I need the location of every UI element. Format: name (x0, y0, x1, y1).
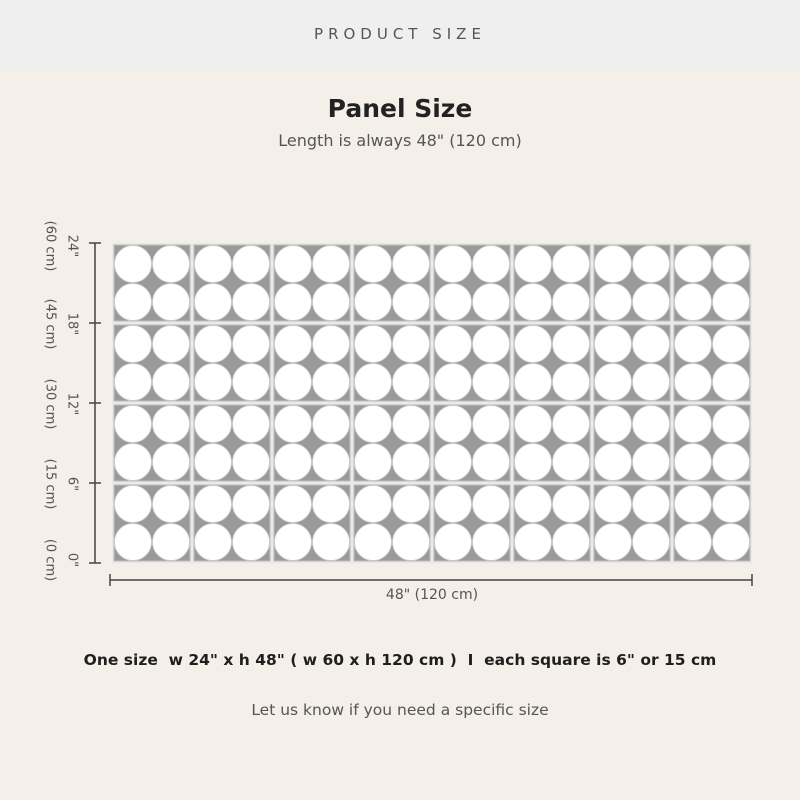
width-axis-label: 48" (120 cm) (385, 587, 479, 603)
tile-square (512, 243, 592, 323)
tile-square (192, 323, 272, 403)
tile-square (112, 243, 192, 323)
tile-square (192, 483, 272, 563)
tile-square (592, 243, 672, 323)
tile-square (192, 403, 272, 483)
tile-square (592, 323, 672, 403)
tile-square (512, 323, 592, 403)
page-title: Panel Size (327, 94, 473, 123)
tile-square (352, 243, 432, 323)
tile-square (432, 323, 512, 403)
tile-square (672, 243, 752, 323)
tile-square (672, 483, 752, 563)
tile-square (352, 323, 432, 403)
header-bar (0, 0, 800, 68)
tile-square (432, 403, 512, 483)
tile-square (432, 243, 512, 323)
tile-square (352, 403, 432, 483)
tile-square (192, 243, 272, 323)
tile-square (272, 323, 352, 403)
tile-square (592, 483, 672, 563)
page-subtitle: Length is always 48" (120 cm) (278, 131, 522, 150)
header-label: PRODUCT SIZE (314, 25, 486, 43)
tile-square (272, 483, 352, 563)
tile-square (272, 243, 352, 323)
tile-square (512, 403, 592, 483)
tile-square (592, 403, 672, 483)
custom-size-note: Let us know if you need a specific size (251, 701, 549, 719)
tile-square (112, 403, 192, 483)
tile-square (112, 483, 192, 563)
tile-square (432, 483, 512, 563)
tile-square (512, 483, 592, 563)
tile-square (272, 403, 352, 483)
size-spec: One size w 24" x h 48" ( w 60 x h 120 cm ) I each square is 6" or 15 cm (83, 651, 717, 669)
tile-square (352, 483, 432, 563)
tile-square (672, 403, 752, 483)
tile-square (112, 323, 192, 403)
tile-panel (112, 243, 752, 563)
tile-square (672, 323, 752, 403)
